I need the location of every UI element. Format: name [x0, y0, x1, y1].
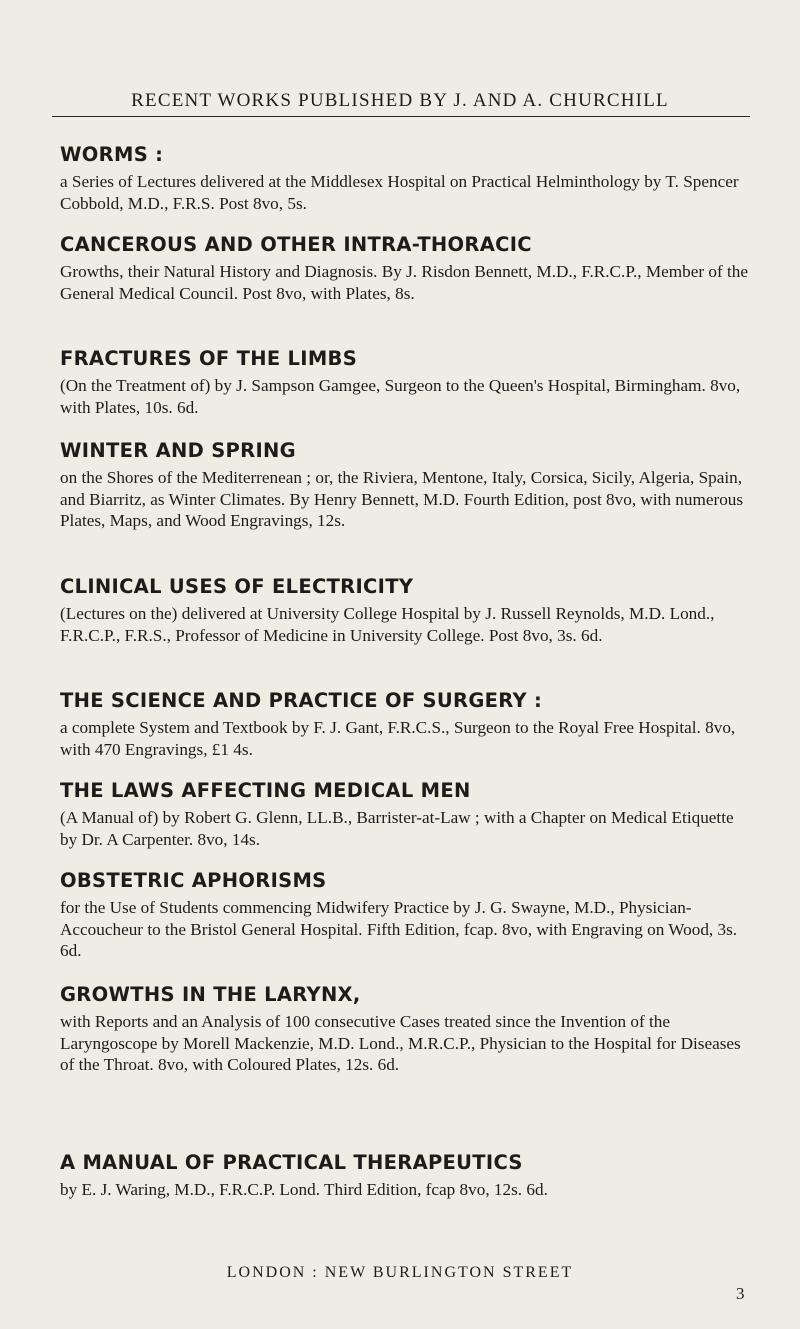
imprint-footer: LONDON : NEW BURLINGTON STREET: [226, 1264, 574, 1281]
entry-cancerous-growths: [60, 232, 750, 304]
entry-description: (Lectures on the) delivered at University College Hospital by J. Russell Reynolds, M.D. Lond., F.R.C.P., F.R.S., Professor of Medicine in University College. Post 8vo, 3s. 6d.: [60, 604, 715, 645]
entry-title: CLINICAL USES OF ELECTRICITY: [60, 575, 414, 598]
entry-title: A MANUAL OF PRACTICAL THERAPEUTICS: [60, 1151, 523, 1174]
entry-title: FRACTURES OF THE LIMBS: [60, 347, 358, 370]
entry-title: THE SCIENCE AND PRACTICE OF SURGERY :: [60, 689, 543, 712]
entry-laws-medical-men: [60, 778, 750, 850]
entry-winter-and-spring: [60, 438, 750, 532]
entry-title: GROWTHS IN THE LARYNX,: [60, 983, 361, 1006]
entry-title: THE LAWS AFFECTING MEDICAL MEN: [60, 779, 471, 802]
entry-description: (On the Treatment of) by J. Sampson Gamgee, Surgeon to the Queen's Hospital, Birmingham. 8vo, with Plates, 10s. 6d.: [60, 376, 741, 417]
entry-title: WORMS :: [60, 143, 164, 166]
entry-fractures-of-limbs: [60, 346, 750, 418]
entry-description: a Series of Lectures delivered at the Middlesex Hospital on Practical Helminthology by T. Spencer Cobbold, M.D., F.R.S. Post 8vo, 5s.: [60, 172, 739, 213]
entry-title: OBSTETRIC APHORISMS: [60, 869, 327, 892]
entry-description: (A Manual of) by Robert G. Glenn, LL.B., Barrister-at-Law ; with a Chapter on Medical Etiquette by Dr. A Carpenter. 8vo, 14s.: [60, 808, 734, 849]
entry-description: by E. J. Waring, M.D., F.R.C.P. Lond. Third Edition, fcap 8vo, 12s. 6d.: [60, 1180, 548, 1199]
entry-description: on the Shores of the Mediterrenean ; or, the Riviera, Mentone, Italy, Corsica, Sicily, Algeria, Spain, and Biarritz, as Winter Climates. By Henry Bennett, M.D. Fourth Edition, post 8vo, with numerous Plates, Maps, and Wood Engravings, 12s.: [60, 468, 744, 530]
entry-obstetric-aphorisms: [60, 868, 750, 962]
entry-description: Growths, their Natural History and Diagnosis. By J. Risdon Bennett, M.D., F.R.C.P., Member of the General Medical Council. Post 8vo, with Plates, 8s.: [60, 262, 748, 303]
entry-title: WINTER AND SPRING: [60, 439, 296, 462]
entry-worms: [60, 142, 750, 214]
entry-description: with Reports and an Analysis of 100 consecutive Cases treated since the Invention of the Laryngoscope by Morell Mackenzie, M.D. Lond., M.R.C.P., Physician to the Hospital for Diseases of the Throat. 8vo, with Coloured Plates, 12s. 6d.: [60, 1012, 741, 1074]
entry-science-practice-surgery: [60, 688, 750, 760]
page-number: 3: [736, 1284, 745, 1303]
entry-clinical-uses-electricity: [60, 574, 750, 646]
entry-description: a complete System and Textbook by F. J. Gant, F.R.C.S., Surgeon to the Royal Free Hospital. 8vo, with 470 Engravings, £1 4s.: [60, 718, 736, 759]
running-head: RECENT WORKS PUBLISHED BY J. AND A. CHURCHILL: [131, 90, 669, 111]
entry-practical-therapeutics: [60, 1150, 750, 1201]
header-rule: [52, 116, 750, 117]
entry-growths-in-larynx: [60, 982, 750, 1076]
entry-title: CANCEROUS AND OTHER INTRA-THORACIC: [60, 233, 532, 256]
entry-description: for the Use of Students commencing Midwifery Practice by J. G. Swayne, M.D., Physician-Accoucheur to the Bristol General Hospital. Fifth Edition, fcap. 8vo, with Engraving on Wood, 3s. 6d.: [60, 898, 738, 960]
